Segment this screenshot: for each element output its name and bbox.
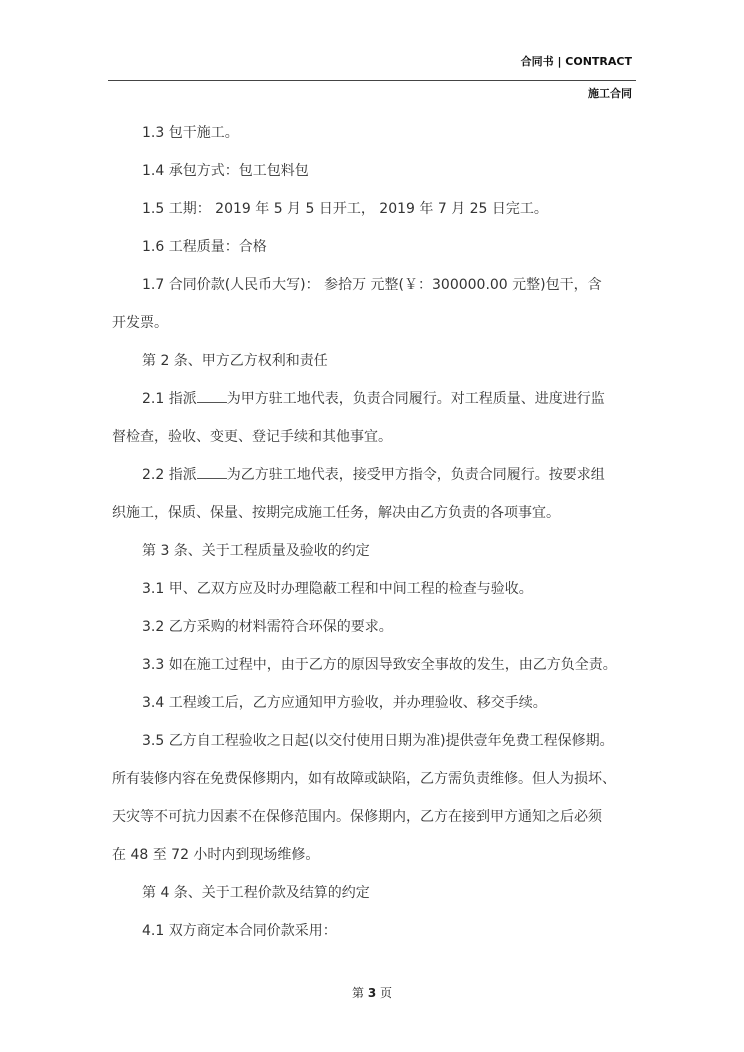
header-subtitle: 施工合同: [588, 87, 632, 100]
clause-2-1: [112, 380, 632, 418]
clause-2-2: [112, 456, 632, 494]
clause-1-5: 1.5 工期： 2019 年 5 月 5 日开工， 2019 年 7 月 25 日完工。: [142, 201, 548, 217]
clause-3-5: 3.5 乙方自工程验收之日起(以交付使用日期为准)提供壹年免费工程保修期。: [142, 733, 614, 749]
clause-4-1: 4.1 双方商定本合同价款采用：: [142, 923, 337, 939]
clause-1-3: 1.3 包干施工。: [142, 125, 239, 141]
clause-1-4: 1.4 承包方式：包工包料包: [142, 163, 309, 179]
clause-2-2-lead: 2.2 指派: [142, 467, 197, 483]
document-body: [112, 114, 632, 950]
article-2-heading: 第 2 条、甲方乙方权利和责任: [142, 353, 328, 369]
clause-3-5-cont-1: 所有装修内容在免费保修期内，如有故障或缺陷，乙方需负责维修。但人为损坏、: [112, 771, 616, 787]
clause-3-1: 3.1 甲、乙双方应及时办理隐蔽工程和中间工程的检查与验收。: [142, 581, 533, 597]
page-suffix: 页: [380, 986, 393, 1000]
page-footer: [0, 984, 744, 1001]
clause-2-1-rest: 为甲方驻工地代表，负责合同履行。对工程质量、进度进行监: [226, 391, 605, 407]
clause-2-1-lead: 2.1 指派: [142, 391, 197, 407]
header-rule: [108, 80, 636, 81]
clause-1-7: 1.7 合同价款(人民币大写)： 参拾万 元整(￥：300000.00 元整)包干，含: [142, 277, 602, 293]
clause-1-6: 1.6 工程质量：合格: [142, 239, 267, 255]
blank-underline: [197, 466, 227, 479]
clause-3-2: 3.2 乙方采购的材料需符合环保的要求。: [142, 619, 393, 635]
page-prefix: 第: [351, 986, 364, 1000]
page-number: 3: [367, 986, 377, 1000]
clause-2-1-cont: 督检查，验收、变更、登记手续和其他事宜。: [112, 429, 392, 445]
article-3-heading: 第 3 条、关于工程质量及验收的约定: [142, 543, 370, 559]
clause-1-7-cont: 开发票。: [112, 315, 168, 331]
clause-3-5-cont-3: 在 48 至 72 小时内到现场维修。: [112, 847, 320, 863]
blank-underline: [197, 390, 227, 403]
clause-3-4: 3.4 工程竣工后，乙方应通知甲方验收，并办理验收、移交手续。: [142, 695, 547, 711]
clause-2-2-cont: 织施工，保质、保量、按期完成施工任务，解决由乙方负责的各项事宜。: [112, 505, 560, 521]
clause-3-5-cont-2: 天灾等不可抗力因素不在保修范围内。保修期内，乙方在接到甲方通知之后必须: [112, 809, 602, 825]
clause-2-2-rest: 为乙方驻工地代表，接受甲方指令，负责合同履行。按要求组: [226, 467, 605, 483]
header-brand: 合同书 | CONTRACT: [520, 55, 632, 68]
clause-3-3: 3.3 如在施工过程中，由于乙方的原因导致安全事故的发生，由乙方负全责。: [142, 657, 617, 673]
article-4-heading: 第 4 条、关于工程价款及结算的约定: [142, 885, 370, 901]
